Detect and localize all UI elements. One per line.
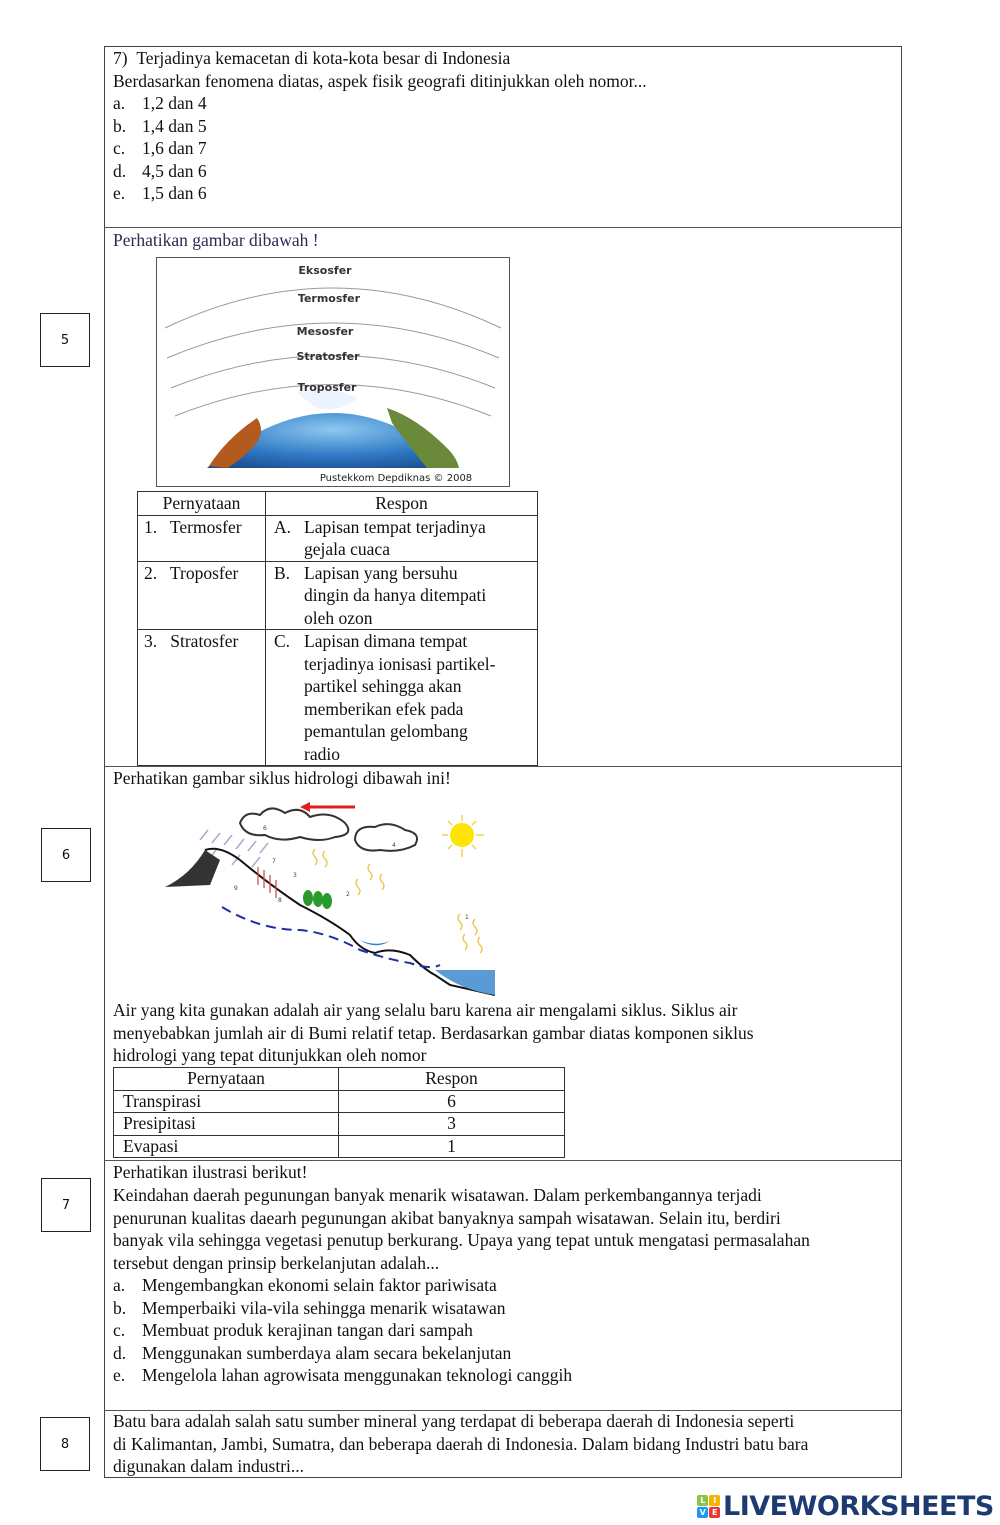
table-row (138, 630, 538, 766)
answer-option[interactable] (113, 1274, 497, 1296)
paragraph-line: hidrologi yang tepat ditunjukkan oleh nomor (113, 1045, 427, 1066)
answer-option[interactable] (113, 182, 207, 204)
option-letter: a. (113, 1275, 126, 1295)
pernyataan-cell: Presipitasi (114, 1113, 339, 1136)
table-row (114, 1113, 565, 1136)
answer-option[interactable] (113, 1342, 511, 1364)
answer-option[interactable] (113, 92, 207, 114)
option-letter: c. (113, 138, 126, 159)
q6-answer-table (113, 1067, 565, 1158)
label-eksosfer: Eksosfer (298, 264, 352, 277)
answer-option[interactable] (113, 160, 207, 182)
respon-line: oleh ozon (304, 607, 373, 628)
question-number-8: 8 (40, 1417, 90, 1471)
respon-line: Lapisan yang bersuhu (304, 562, 458, 583)
divider (104, 227, 901, 228)
respon-line: partikel sehingga akan (304, 676, 462, 696)
option-text: Memperbaiki vila-vila sehingga menarik wisatawan (142, 1297, 506, 1318)
paragraph-line: penurunan kualitas daearh pegunungan akibat banyaknya sampah wisatawan. Selain itu, berdiri (113, 1207, 781, 1228)
answer-option[interactable] (113, 1364, 572, 1386)
statement-7: 7) Terjadinya kemacetan di kota-kota besar di Indonesia (113, 48, 511, 68)
option-letter: e. (113, 1365, 126, 1386)
respon-line: Lapisan tempat terjadinya (304, 516, 486, 537)
respon-letter: A. (274, 516, 292, 537)
respon-letter: B. (274, 562, 291, 583)
option-text: Mengembangkan ekonomi selain faktor pariwisata (142, 1275, 497, 1295)
image-credit: Pustekkom Depdiknas © 2008 (319, 473, 473, 484)
paragraph-line: tersebut dengan prinsip berkelanjutan adalah... (113, 1252, 440, 1273)
option-text: Membuat produk kerajinan tangan dari sampah (142, 1320, 473, 1341)
option-letter: b. (113, 1297, 127, 1318)
question-text: Berdasarkan fenomena diatas, aspek fisik geografi ditinjukkan oleh nomor... (113, 71, 647, 91)
pernyataan-cell: 2. Troposfer (138, 561, 266, 630)
option-letter: b. (113, 115, 127, 136)
paragraph-line: Air yang kita gunakan adalah air yang selalu baru karena air mengalami siklus. Siklus air (113, 1000, 738, 1020)
diagram-label: 3 (293, 872, 297, 879)
respon-letter: C. (274, 631, 291, 651)
diagram-label: 7 (272, 858, 276, 865)
diagram-label: 6 (263, 825, 267, 832)
pernyataan-cell: Evapasi (114, 1135, 339, 1158)
pernyataan-cell: 1. Termosfer (138, 515, 266, 561)
pernyataan-cell: 3. Stratosfer (138, 630, 266, 766)
label-troposfer: Troposfer (297, 381, 357, 394)
respon-cell (266, 515, 538, 561)
answer-option[interactable] (113, 1297, 506, 1319)
diagram-label: 8 (278, 897, 282, 904)
paragraph-line: di Kalimantan, Jambi, Sumatra, dan beberapa daerah di Indonesia. Dalam bidang Industri batu bara (113, 1433, 809, 1454)
atmosphere-layers-image (156, 257, 510, 487)
respon-cell: 6 (339, 1090, 565, 1113)
paragraph-line: Keindahan daerah pegunungan banyak menarik wisatawan. Dalam perkembangannya terjadi (113, 1185, 762, 1205)
q7-intro: Perhatikan ilustrasi berikut! (113, 1162, 308, 1182)
header-pernyataan: Pernyataan (138, 492, 266, 516)
option-letter: a. (113, 93, 126, 113)
label-mesosfer: Mesosfer (296, 325, 354, 338)
pernyataan-cell: Transpirasi (114, 1090, 339, 1113)
diagram-label: 2 (346, 891, 350, 898)
question-number-5: 5 (40, 313, 90, 367)
option-text: 1,6 dan 7 (142, 138, 207, 159)
diagram-label: 1 (465, 914, 469, 921)
label-stratosfer: Stratosfer (296, 350, 360, 363)
option-letter: e. (113, 183, 126, 204)
table-row (114, 1135, 565, 1158)
table-row (138, 515, 538, 561)
option-letter: d. (113, 1342, 127, 1363)
header-pernyataan: Pernyataan (114, 1068, 339, 1091)
liveworksheets-logo: L I V E LIVEWORKSHEETS (697, 1491, 994, 1522)
option-text: Mengelola lahan agrowisata menggunakan teknologi canggih (142, 1365, 573, 1386)
respon-line: gejala cuaca (304, 539, 390, 559)
option-text: 1,2 dan 4 (142, 93, 207, 113)
diagram-label: 9 (234, 885, 238, 892)
respon-line: memberikan efek pada (304, 698, 464, 719)
paragraph-line: banyak vila sehingga vegetasi penutup berkurang. Upaya yang tepat untuk mengatasi permasalahan (113, 1230, 810, 1251)
q6-intro: Perhatikan gambar siklus hidrologi dibawah ini! (113, 768, 451, 788)
respon-line: pemantulan gelombang (304, 721, 468, 741)
q5-intro: Perhatikan gambar dibawah ! (113, 230, 319, 250)
header-respon: Respon (266, 492, 538, 516)
respon-line: dingin da hanya ditempati (304, 585, 487, 605)
table-row (114, 1090, 565, 1113)
respon-cell (266, 561, 538, 630)
q5-matching-table (137, 491, 538, 766)
respon-line: radio (304, 743, 340, 764)
paragraph-line: menyebabkan jumlah air di Bumi relatif tetap. Berdasarkan gambar diatas komponen siklus (113, 1022, 754, 1043)
option-text: 4,5 dan 6 (142, 160, 207, 181)
header-respon: Respon (339, 1068, 565, 1091)
hydrologic-cycle-diagram (160, 795, 500, 1000)
answer-option[interactable] (113, 137, 207, 159)
label-termosfer: Termosfer (297, 292, 361, 305)
respon-line: terjadinya ionisasi partikel- (304, 653, 496, 674)
question-number-6: 6 (41, 828, 91, 882)
live-badge-icon: L I V E (697, 1495, 720, 1518)
diagram-label: 4 (392, 842, 396, 849)
paragraph-line: Batu bara adalah salah satu sumber mineral yang terdapat di beberapa daerah di Indonesia seperti (113, 1411, 795, 1431)
respon-cell: 1 (339, 1135, 565, 1158)
respon-line: Lapisan dimana tempat (304, 631, 468, 651)
question-number-7: 7 (41, 1178, 91, 1232)
answer-option[interactable] (113, 115, 207, 137)
option-text: 1,4 dan 5 (142, 115, 207, 136)
respon-cell: 3 (339, 1113, 565, 1136)
table-row (138, 561, 538, 630)
option-letter: d. (113, 160, 127, 181)
option-letter: c. (113, 1320, 126, 1341)
paragraph-line: digunakan dalam industri... (113, 1456, 305, 1477)
respon-cell (266, 630, 538, 766)
answer-option[interactable] (113, 1319, 473, 1341)
option-text: Menggunakan sumberdaya alam secara bekelanjutan (142, 1342, 512, 1363)
option-text: 1,5 dan 6 (142, 183, 207, 204)
